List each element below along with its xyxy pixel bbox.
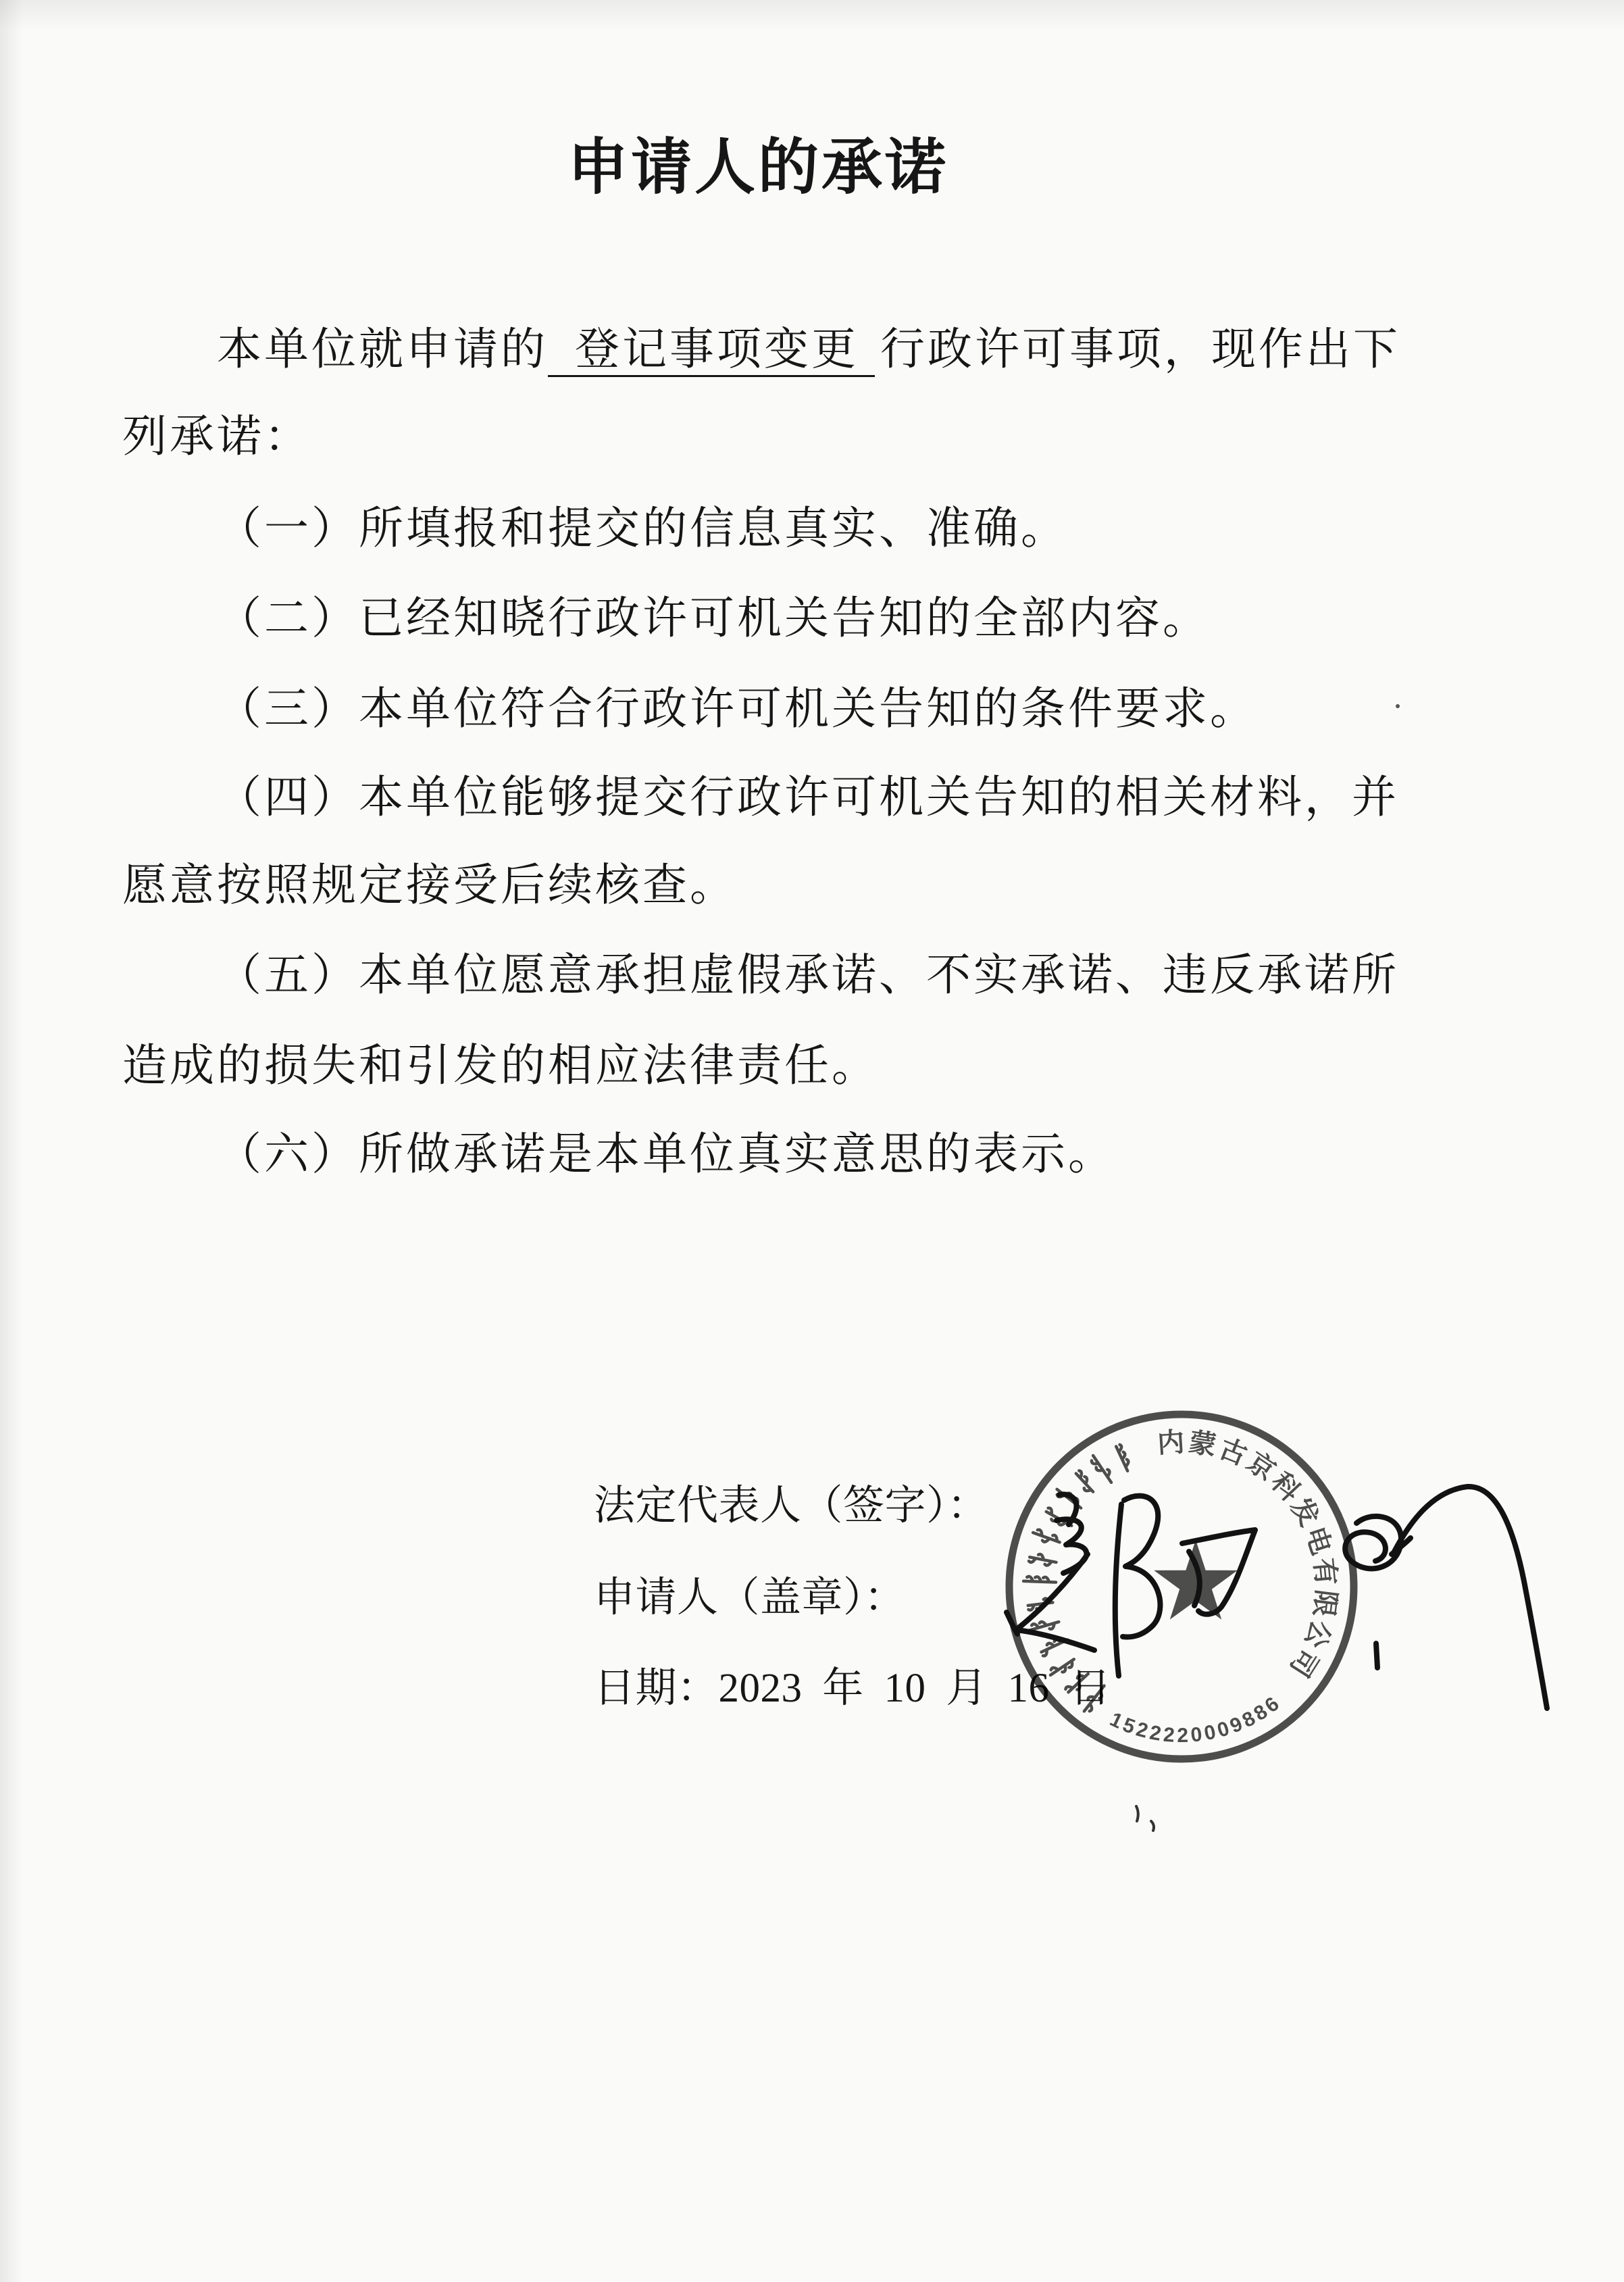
signature-stroke: [1115, 1504, 1121, 1676]
intro-prefix: 本单位就申请的: [217, 323, 548, 375]
seal-code-text: 1522220009886: [1106, 1691, 1286, 1747]
legal-representative-label: 法定代表人（签字）：: [594, 1483, 989, 1529]
date-line: 日期：2023 年 10 月 16 日: [594, 1666, 1111, 1711]
signature-stroke: [1123, 1496, 1160, 1637]
document-title: 申请人的承诺: [567, 132, 948, 203]
signature-stroke: [1394, 1487, 1547, 1708]
commitment-6-line-1: （六）所做承诺是本单位真实意思的表示。: [217, 1128, 1115, 1180]
scan-speck: [1396, 704, 1400, 708]
commitment-4-line-1: （四）本单位能够提交行政许可机关告知的相关材料，并: [217, 771, 1399, 823]
commitment-3-line-1: （三）本单位符合行政许可机关告知的条件要求。: [217, 683, 1257, 735]
handwritten-signature: [986, 1453, 1567, 1737]
commitment-1-line-1: （一）所填报和提交的信息真实、准确。: [217, 502, 1068, 554]
commitment-5-line-2: 造成的损失和引发的相应法律责任。: [122, 1039, 879, 1091]
intro-continuation: 列承诺：: [122, 410, 311, 462]
commitment-5-line-1: （五）本单位愿意承担虚假承诺、不实承诺、违反承诺所: [217, 949, 1399, 1001]
scan-speck: [1151, 1821, 1154, 1831]
commitment-4-line-2: 愿意按照规定接受后续核查。: [122, 859, 737, 911]
commitment-2-line-1: （二）已经知晓行政许可机关告知的全部内容。: [217, 592, 1210, 644]
signature-stroke: [1182, 1530, 1255, 1614]
signature-stroke: [1007, 1612, 1017, 1634]
intro-line: [217, 305, 1400, 394]
scan-specks: [1121, 1801, 1169, 1848]
applicant-label: 申请人（盖章）：: [594, 1575, 906, 1620]
signature-stroke: [1376, 1643, 1377, 1668]
signature-stroke: [1016, 1554, 1094, 1650]
signature-strokes: [1007, 1487, 1547, 1708]
scan-speck: [1136, 1806, 1138, 1821]
application-item-field: 登记事项变更: [548, 305, 875, 394]
seal-company-name-text: 内蒙古京科发电有限公司: [1156, 1426, 1343, 1685]
signature-stroke: [1345, 1516, 1401, 1568]
signature-stroke: [1189, 1552, 1200, 1606]
intro-suffix: 行政许可事项，现作出下: [880, 323, 1400, 375]
